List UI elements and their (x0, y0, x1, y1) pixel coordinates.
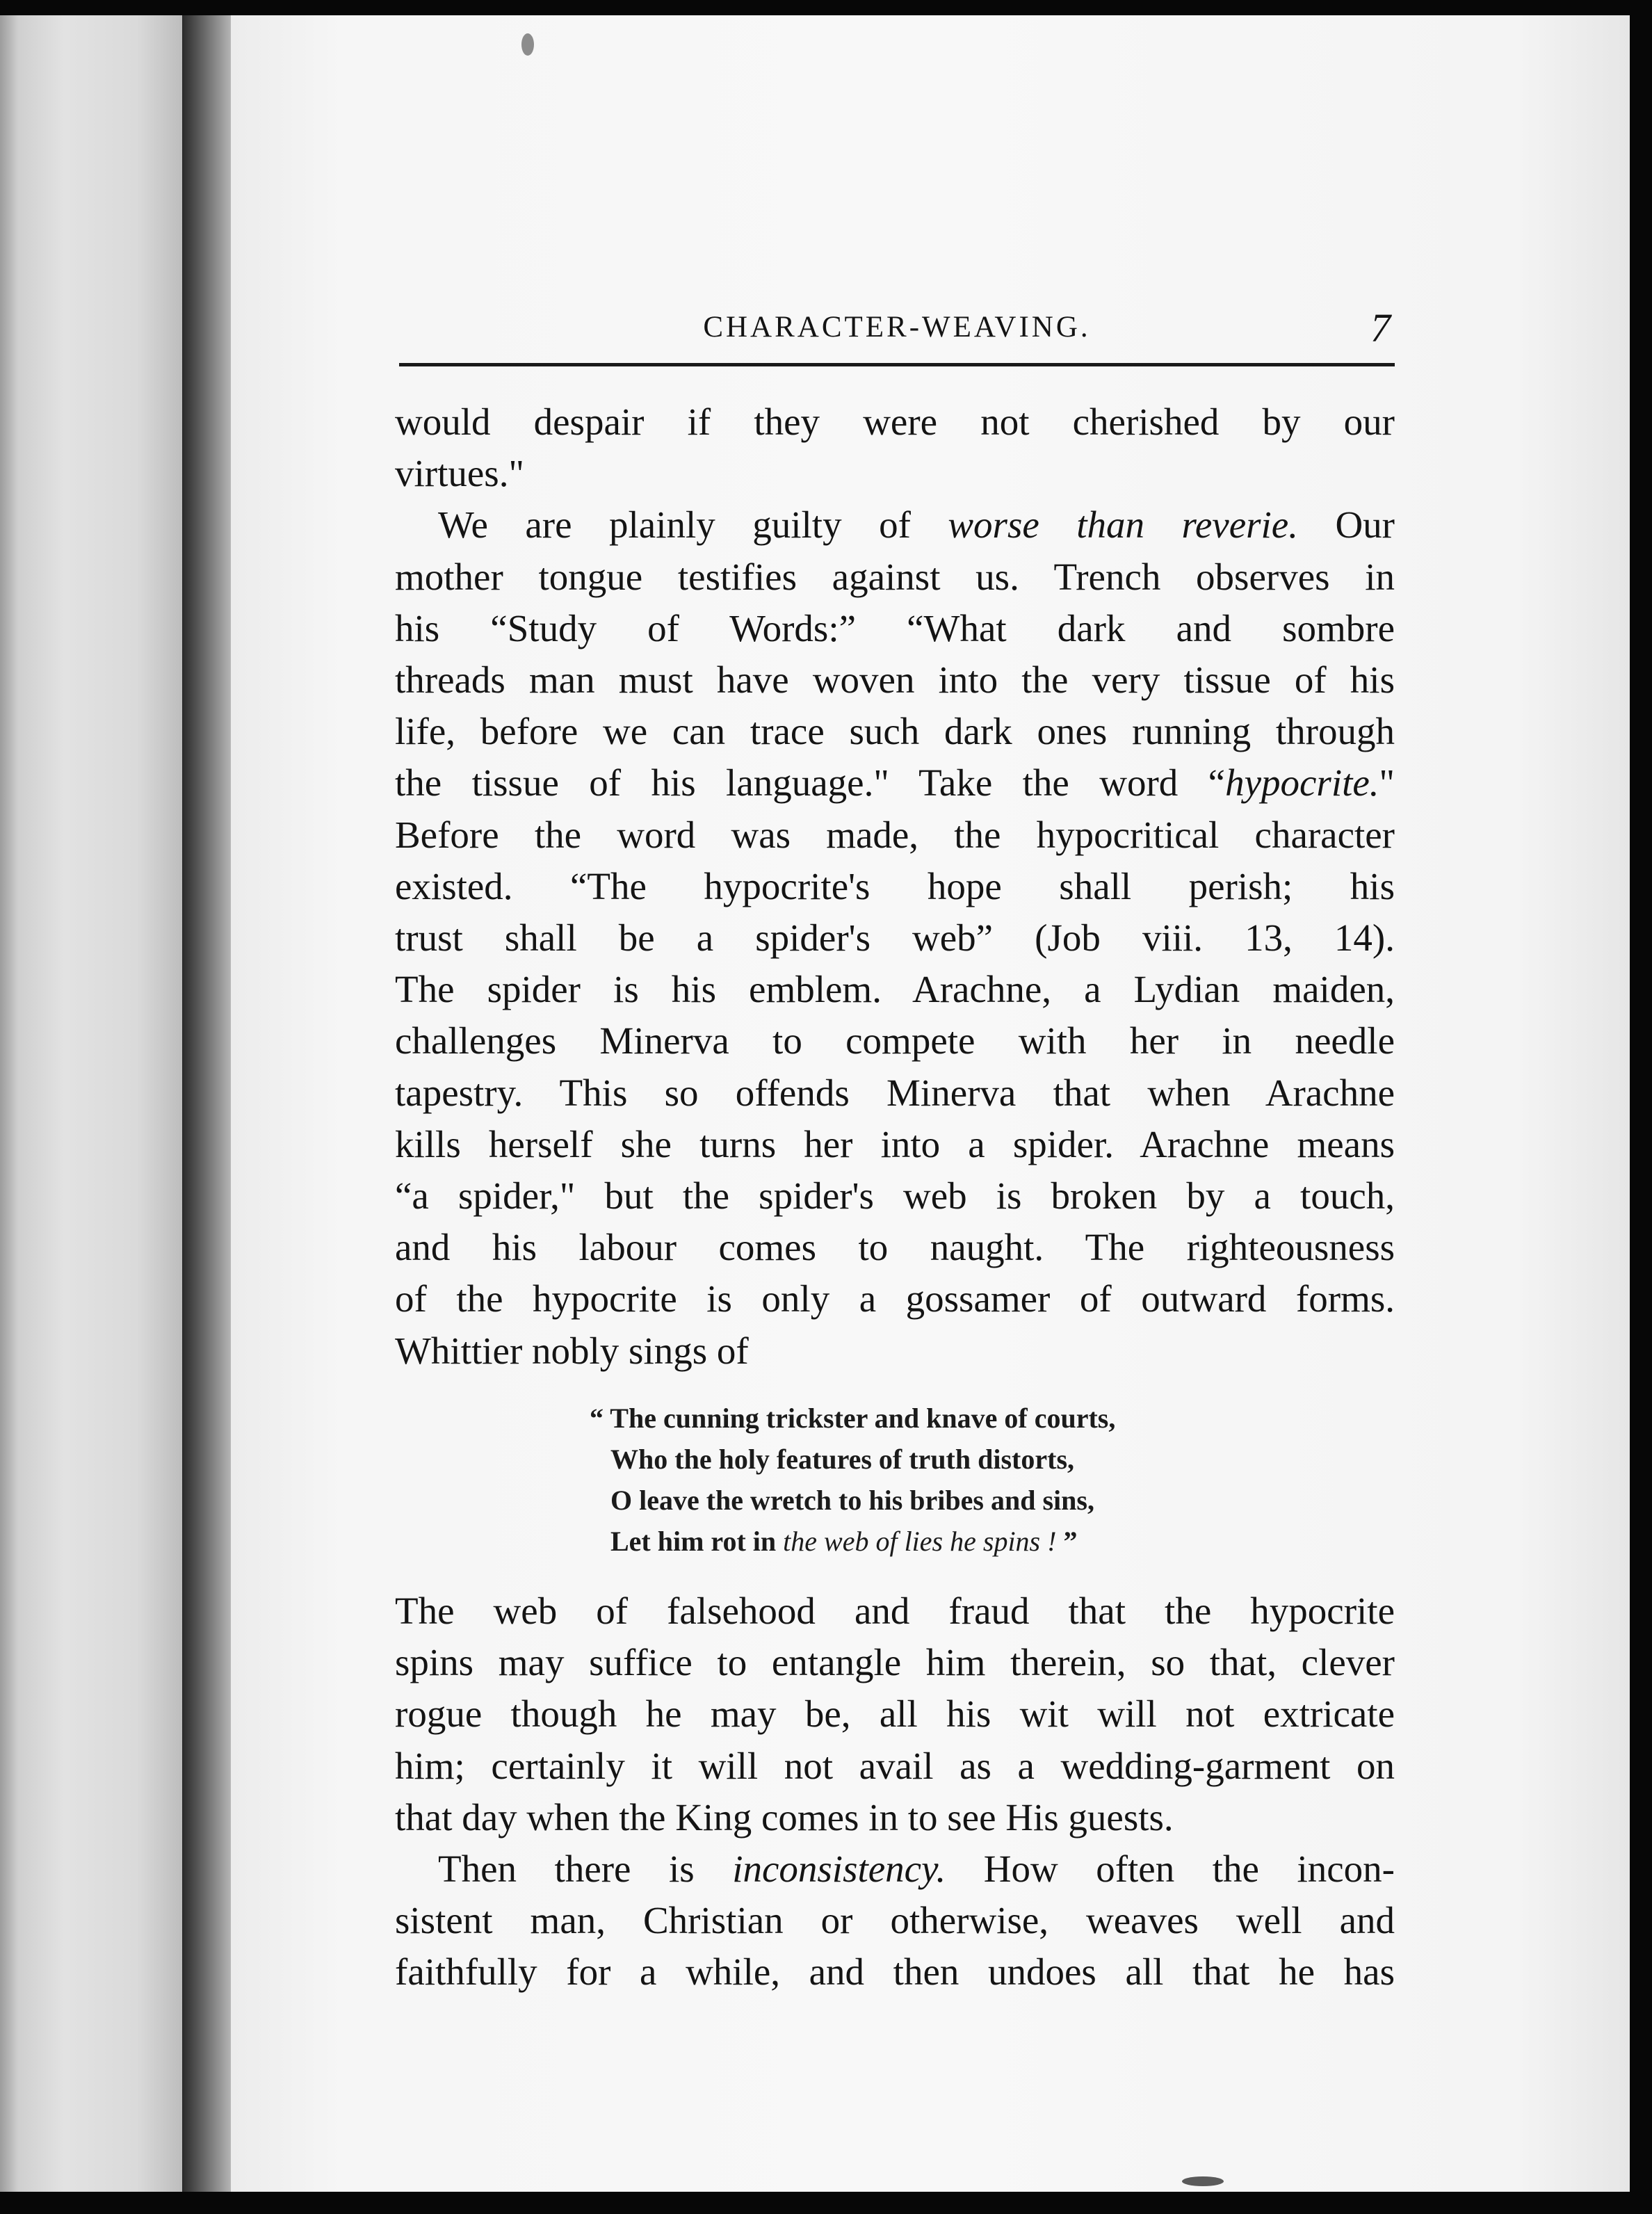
text-line: existed. “The hypocrite's hope shall perish; his (395, 864, 1395, 907)
poem-quotation (590, 1398, 1174, 1562)
emphasis: worse than reverie. (948, 503, 1298, 547)
text-line: the tissue of his language." Take the word “hypocrite." (395, 761, 1395, 805)
running-title: CHARACTER-WEAVING. (703, 311, 1091, 344)
text-line: We are plainly guilty of worse than reverie. Our (438, 503, 1395, 547)
text-line: Then there is inconsistency. How often the incon- (438, 1848, 1395, 1891)
running-header (399, 300, 1395, 366)
text-line: spins may suffice to entangle him therein, so that, clever (395, 1641, 1395, 1684)
text-line: him; certainly it will not avail as a wedding-garment on (395, 1744, 1395, 1787)
scan-speck (521, 33, 534, 56)
text-line: challenges Minerva to compete with her in needle (395, 1019, 1395, 1062)
text-line: “a spider," but the spider's web is broken by a touch, (395, 1174, 1395, 1218)
text-line: The spider is his emblem. Arachne, a Lydian maiden, (395, 968, 1395, 1011)
text-line: sistent man, Christian or otherwise, weaves well and (395, 1899, 1395, 1942)
text-line: his “Study of Words:” “What dark and sombre (395, 606, 1395, 649)
text-line: trust shall be a spider's web” (Job viii. 13, 14). (395, 916, 1395, 960)
facing-page-edge (0, 15, 182, 2192)
poem-line: O leave the wretch to his bribes and sins, (610, 1485, 1094, 1516)
text-line: mother tongue testifies against us. Trench observes in (395, 555, 1395, 598)
emphasis: the web of lies he spins ! (783, 1526, 1057, 1557)
body-text-block-2 (395, 1585, 1395, 1998)
poem-line: Who the holy features of truth distorts, (610, 1444, 1075, 1475)
text-line: The web of falsehood and fraud that the hypocrite (395, 1590, 1395, 1632)
page-number: 7 (1370, 305, 1391, 350)
text-line: threads man must have woven into the very tissue of his (395, 658, 1395, 702)
text-line: that day when the King comes in to see His guests. (395, 1795, 1174, 1839)
emphasis: inconsistency. (732, 1848, 946, 1891)
text-line: virtues." (395, 452, 524, 495)
text-line: life, before we can trace such dark ones running through (395, 710, 1395, 753)
text-line: rogue though he may be, all his wit will not extricate (395, 1692, 1395, 1736)
text-line: would despair if they were not cherished by our (395, 401, 1395, 443)
body-text-block-1 (395, 396, 1395, 1377)
text-line: Whittier nobly sings of (395, 1329, 749, 1372)
poem-line: Let him rot in the web of lies he spins ! ” (610, 1526, 1078, 1557)
text-line: kills herself she turns her into a spider. Arachne means (395, 1122, 1395, 1165)
text-line: and his labour comes to naught. The righteousness (395, 1226, 1395, 1269)
text-line: of the hypocrite is only a gossamer of outward forms. (395, 1277, 1395, 1320)
text-line: tapestry. This so offends Minerva that when Arachne (395, 1071, 1395, 1114)
text-line: faithfully for a while, and then undoes all that he has (395, 1950, 1395, 1994)
emphasis: hypocrite. (1225, 761, 1379, 805)
scan-speck (1182, 2176, 1224, 2186)
poem-line: “ The cunning trickster and knave of courts, (590, 1403, 1116, 1434)
book-gutter-shadow (182, 15, 231, 2192)
text-line: Before the word was made, the hypocritical character (395, 813, 1395, 856)
